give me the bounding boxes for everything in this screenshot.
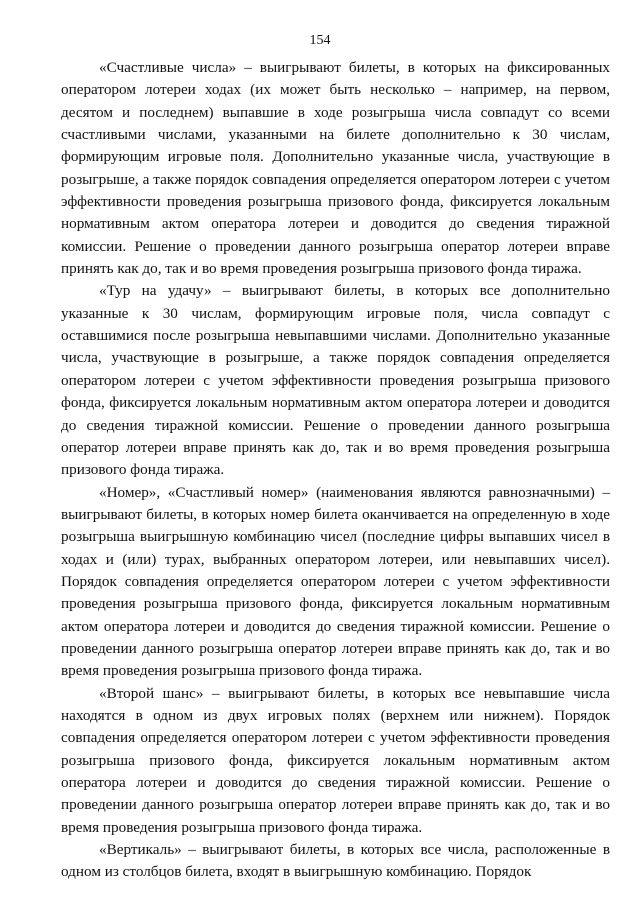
paragraph-happy-numbers: «Счастливые числа» – выигрывают билеты, в которых на фиксированных оператором лотереи ходах (их может быть несколько – например, на первом, десятом и последнем) выпавшие в ходе розыгрыша числа совпадут со всеми счастливыми числами, указанными на билете дополнительно к 30 числам, формирующим игровые поля. Дополнительно указанные числа, участвующие в розыгрыше, а также порядок совпадения определяется оператором лотереи с учетом эффективности проведения розыгрыша призового фонда, фиксируется локальным нормативным актом оператора лотереи и доводится до сведения тиражной комиссии. Решение о проведении данного розыгрыша оператор лотереи вправе принять как до, так и во время проведения розыгрыша призового фонда тиража.	[61, 59, 610, 278]
paragraph-second-chance: «Второй шанс» – выигрывают билеты, в которых все невыпавшие числа находятся в одном из двух игровых полях (верхнем или нижнем). Порядок совпадения определяется оператором лотереи с учетом эффективности проведения розыгрыша призового фонда, фиксируется локальным нормативным актом оператора лотереи и доводится до сведения тиражной комиссии. Решение о проведении данного розыгрыша оператор лотереи вправе принять как до, так и во время проведения розыгрыша призового фонда тиража.	[61, 684, 610, 836]
paragraph-lucky-tour: «Тур на удачу» – выигрывают билеты, в которых все дополнительно указанные к 30 числам, формирующим игровые поля, числа совпадут с оставшимися после розыгрыша невыпавшими числами. Дополнительно указанные числа, участвующие в розыгрыше, а также порядок совпадения определяется оператором лотереи с учетом эффективности проведения розыгрыша призового фонда, фиксируется локальным нормативным актом оператора лотереи и доводится до сведения тиражной комиссии. Решение о проведении данного розыгрыша оператор лотереи вправе принять как до, так и во время проведения розыгрыша призового фонда тиража.	[61, 282, 610, 479]
page-number: 154	[309, 33, 331, 48]
document-body	[61, 57, 610, 884]
paragraph-lucky-number: «Номер», «Счастливый номер» (наименования являются равнозначными) – выигрывают билеты, в которых номер билета оканчивается на определенную в ходе розыгрыша выигрышную комбинацию чисел (последние цифры выпавших чисел в ходах и (или) турах, выбранных оператором лотереи, или невыпавших чисел). Порядок совпадения определяется оператором лотереи с учетом эффективности проведения розыгрыша призового фонда, фиксируется локальным нормативным актом оператора лотереи и доводится до сведения тиражной комиссии. Решение о проведении данного розыгрыша оператор лотереи вправе принять как до, так и во время проведения розыгрыша призового фонда тиража.	[61, 483, 610, 680]
paragraph-vertical: «Вертикаль» – выигрывают билеты, в которых все числа, расположенные в одном из столбцов билета, входят в выигрышную комбинацию. Порядок	[61, 841, 610, 881]
